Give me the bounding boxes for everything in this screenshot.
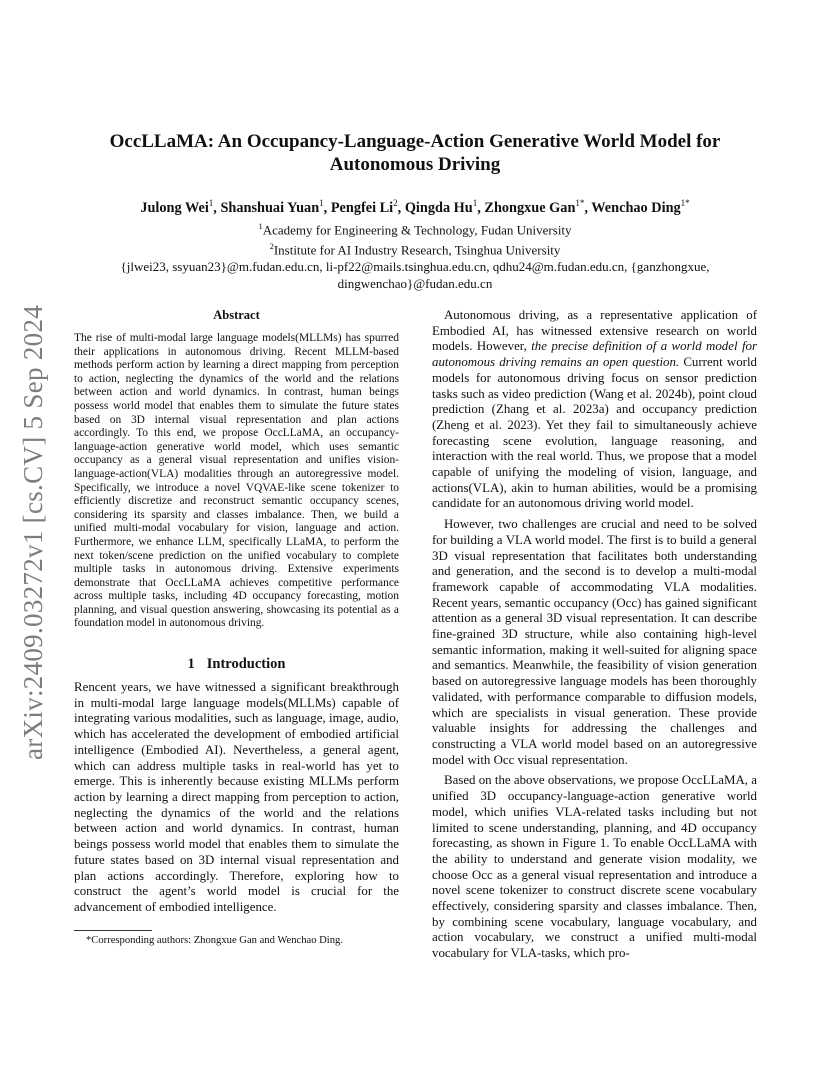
- left-column: [74, 308, 399, 947]
- abstract-heading: Abstract: [213, 308, 260, 322]
- author-list: Julong Wei$^1$, Shanshuai Yuan$^1$, Pengfei Li$^2$, Qingda Hu$^1$, Zhongxue Gan$^{1*}$, Wenchao Ding$^{1*}$: [140, 198, 690, 216]
- paper-title: OccLLaMA: An Occupancy-Language-Action Generative World Model for Autonomous Driving: [109, 131, 721, 175]
- affiliation: $^2$Institute for AI Industry Research, Tsinghua University: [269, 241, 561, 258]
- body-paragraph: Based on the above observations, we propose OccLLaMA, a unified 3D occupancy-language-action generative world model, which unifies VLA-related tasks including but not limited to scene understanding, planning, and 4D occupancy forecasting, as shown in Figure 1. To enable OccLLaMA with the ability to understand and generate vision modality, we choose Occ as a general visual representation and introduce a novel scene tokenizer to construct discrete scene vocabulary effectively, considering sparsity and classes imbalance. Then, by combining scene vocabulary, language vocabulary, and action vocabulary, we construct a unified multi-modal vocabulary for VLA-tasks, which pro-: [432, 773, 757, 961]
- author: Zhongxue Gan$^{1*}$: [484, 198, 585, 216]
- body-paragraph: Autonomous driving, as a representative application of Embodied AI, has witnessed extensive research on world models. However, the precise definition of a world model for autonomous driving remains an open question. Current world models for autonomous driving focus on sensor prediction tasks such as video prediction (Wang et al. 2024b), point cloud prediction (Zhang et al. 2023a) and occupancy prediction (Zheng et al. 2023). Yet they fail to simultaneously achieve forecasting scene evolution, language reasoning, and interaction with the real world. Thus, we propose that a model capable of unifying the modeling of vision, language, and actions(VLA), akin to human abilities, would be a promising candidate for an autonomous driving world model.: [432, 308, 757, 511]
- section-number: 1: [187, 656, 195, 673]
- body-paragraph: However, two challenges are crucial and need to be solved for building a VLA world model. The first is to build a general 3D visual representation that facilitates both understanding and generation, and the second is to develop a multi-modal framework capable of accommodating VLA modalities. Recent years, semantic occupancy (Occ) has gained significant attention as a general 3D visual representation. It can describe fine-grained 3D structure, while also containing high-level semantic information, making it well-suited for aligning space and semantics. Meanwhile, the feasibility of vision generation based on autoregressive language models has been thoroughly validated, with performance comparable to diffusion models, which are specialists in visual generation. These provide valuable insights for addressing the challenges and constructing a VLA world model based on an autoregressive model with Occ visual representation.: [432, 517, 757, 767]
- intro-paragraph: Rencent years, we have witnessed a significant breakthrough in multi-modal large language models(MLLMs) capable of integrating various modalities, such as language, image, audio, which has accelerated the development of embodied artificial intelligence (Embodied AI). Nevertheless, a general agent, which can address multiple tasks in real-world has yet to emerge. This is inherently because existing MLLMs perform action by learning a direct mapping from perception to action, neglecting the dynamics of the world and the relations between action and world dynamics. In contrast, human beings possess world model that enables them to simulate the future states based on 3D internal visual representation and plan actions accordingly. Therefore, exploring how to construct the agent’s world model is crucial for the advancement of embodied intelligence.: [74, 680, 399, 914]
- author: Julong Wei$^1$: [140, 198, 214, 216]
- abstract-text: The rise of multi-modal large language models(MLLMs) has spurred their applications in autonomous driving. Recent MLLM-based methods perform action by learning a direct mapping from perception to action, neglecting the dynamics of the world and the relations between action and world dynamics. In contrast, human beings possess world model that enables them to simulate the future states based on 3D internal visual representation and plan actions accordingly. To this end, we propose OccLLaMA, an occupancy-language-action generative world model, which uses semantic occupancy as a general visual representation and unifies vision-language-action(VLA) modalities through an autoregressive model. Specifically, we introduce a novel VQVAE-like scene tokenizer to efficiently discretize and reconstruct semantic occupancy scenes, considering its sparsity and classes imbalance. Then, we build a unified multi-modal vocabulary for vision, language and action. Furthermore, we enhance LLM, specifically LLaMA, to perform the next token/scene prediction on the unified vocabulary to complete multiple tasks in autonomous driving. Extensive experiments demonstrate that OccLLaMA achieves competitive performance across multiple tasks, including 4D occupancy forecasting, motion planning, and visual question answering, showcasing its potential as a foundation model in autonomous driving.: [74, 332, 399, 630]
- emphasized-text: the precise definition of a world model for autonomous driving remains an open question.: [432, 339, 757, 370]
- affiliation: $^1$Academy for Engineering & Technology, Fudan University: [258, 220, 572, 238]
- author: Pengfei Li$^2$: [330, 198, 398, 216]
- arxiv-identifier[interactable]: arXiv:2409.03272v1 [cs.CV] 5 Sep 2024: [18, 304, 48, 760]
- title-block: [73, 130, 757, 292]
- footnote: *Corresponding authors: Zhongxue Gan and Wenchao Ding.: [86, 934, 343, 946]
- footnote-divider: [74, 930, 152, 931]
- author: Qingda Hu$^1$: [404, 198, 478, 216]
- section-heading: [74, 656, 399, 673]
- author-emails[interactable]: {jlwei23, ssyuan23}@m.fudan.edu.cn, li-pf22@mails.tsinghua.edu.cn, qdhu24@m.fudan.edu.cn, {ganzhongxue, dingwenchao}@fudan.edu.cn: [120, 259, 710, 292]
- author: Shanshuai Yuan$^1$: [220, 198, 324, 216]
- author: Wenchao Ding$^{1*}$: [591, 198, 690, 216]
- section-title: Introduction: [206, 656, 286, 673]
- right-column: [432, 308, 757, 962]
